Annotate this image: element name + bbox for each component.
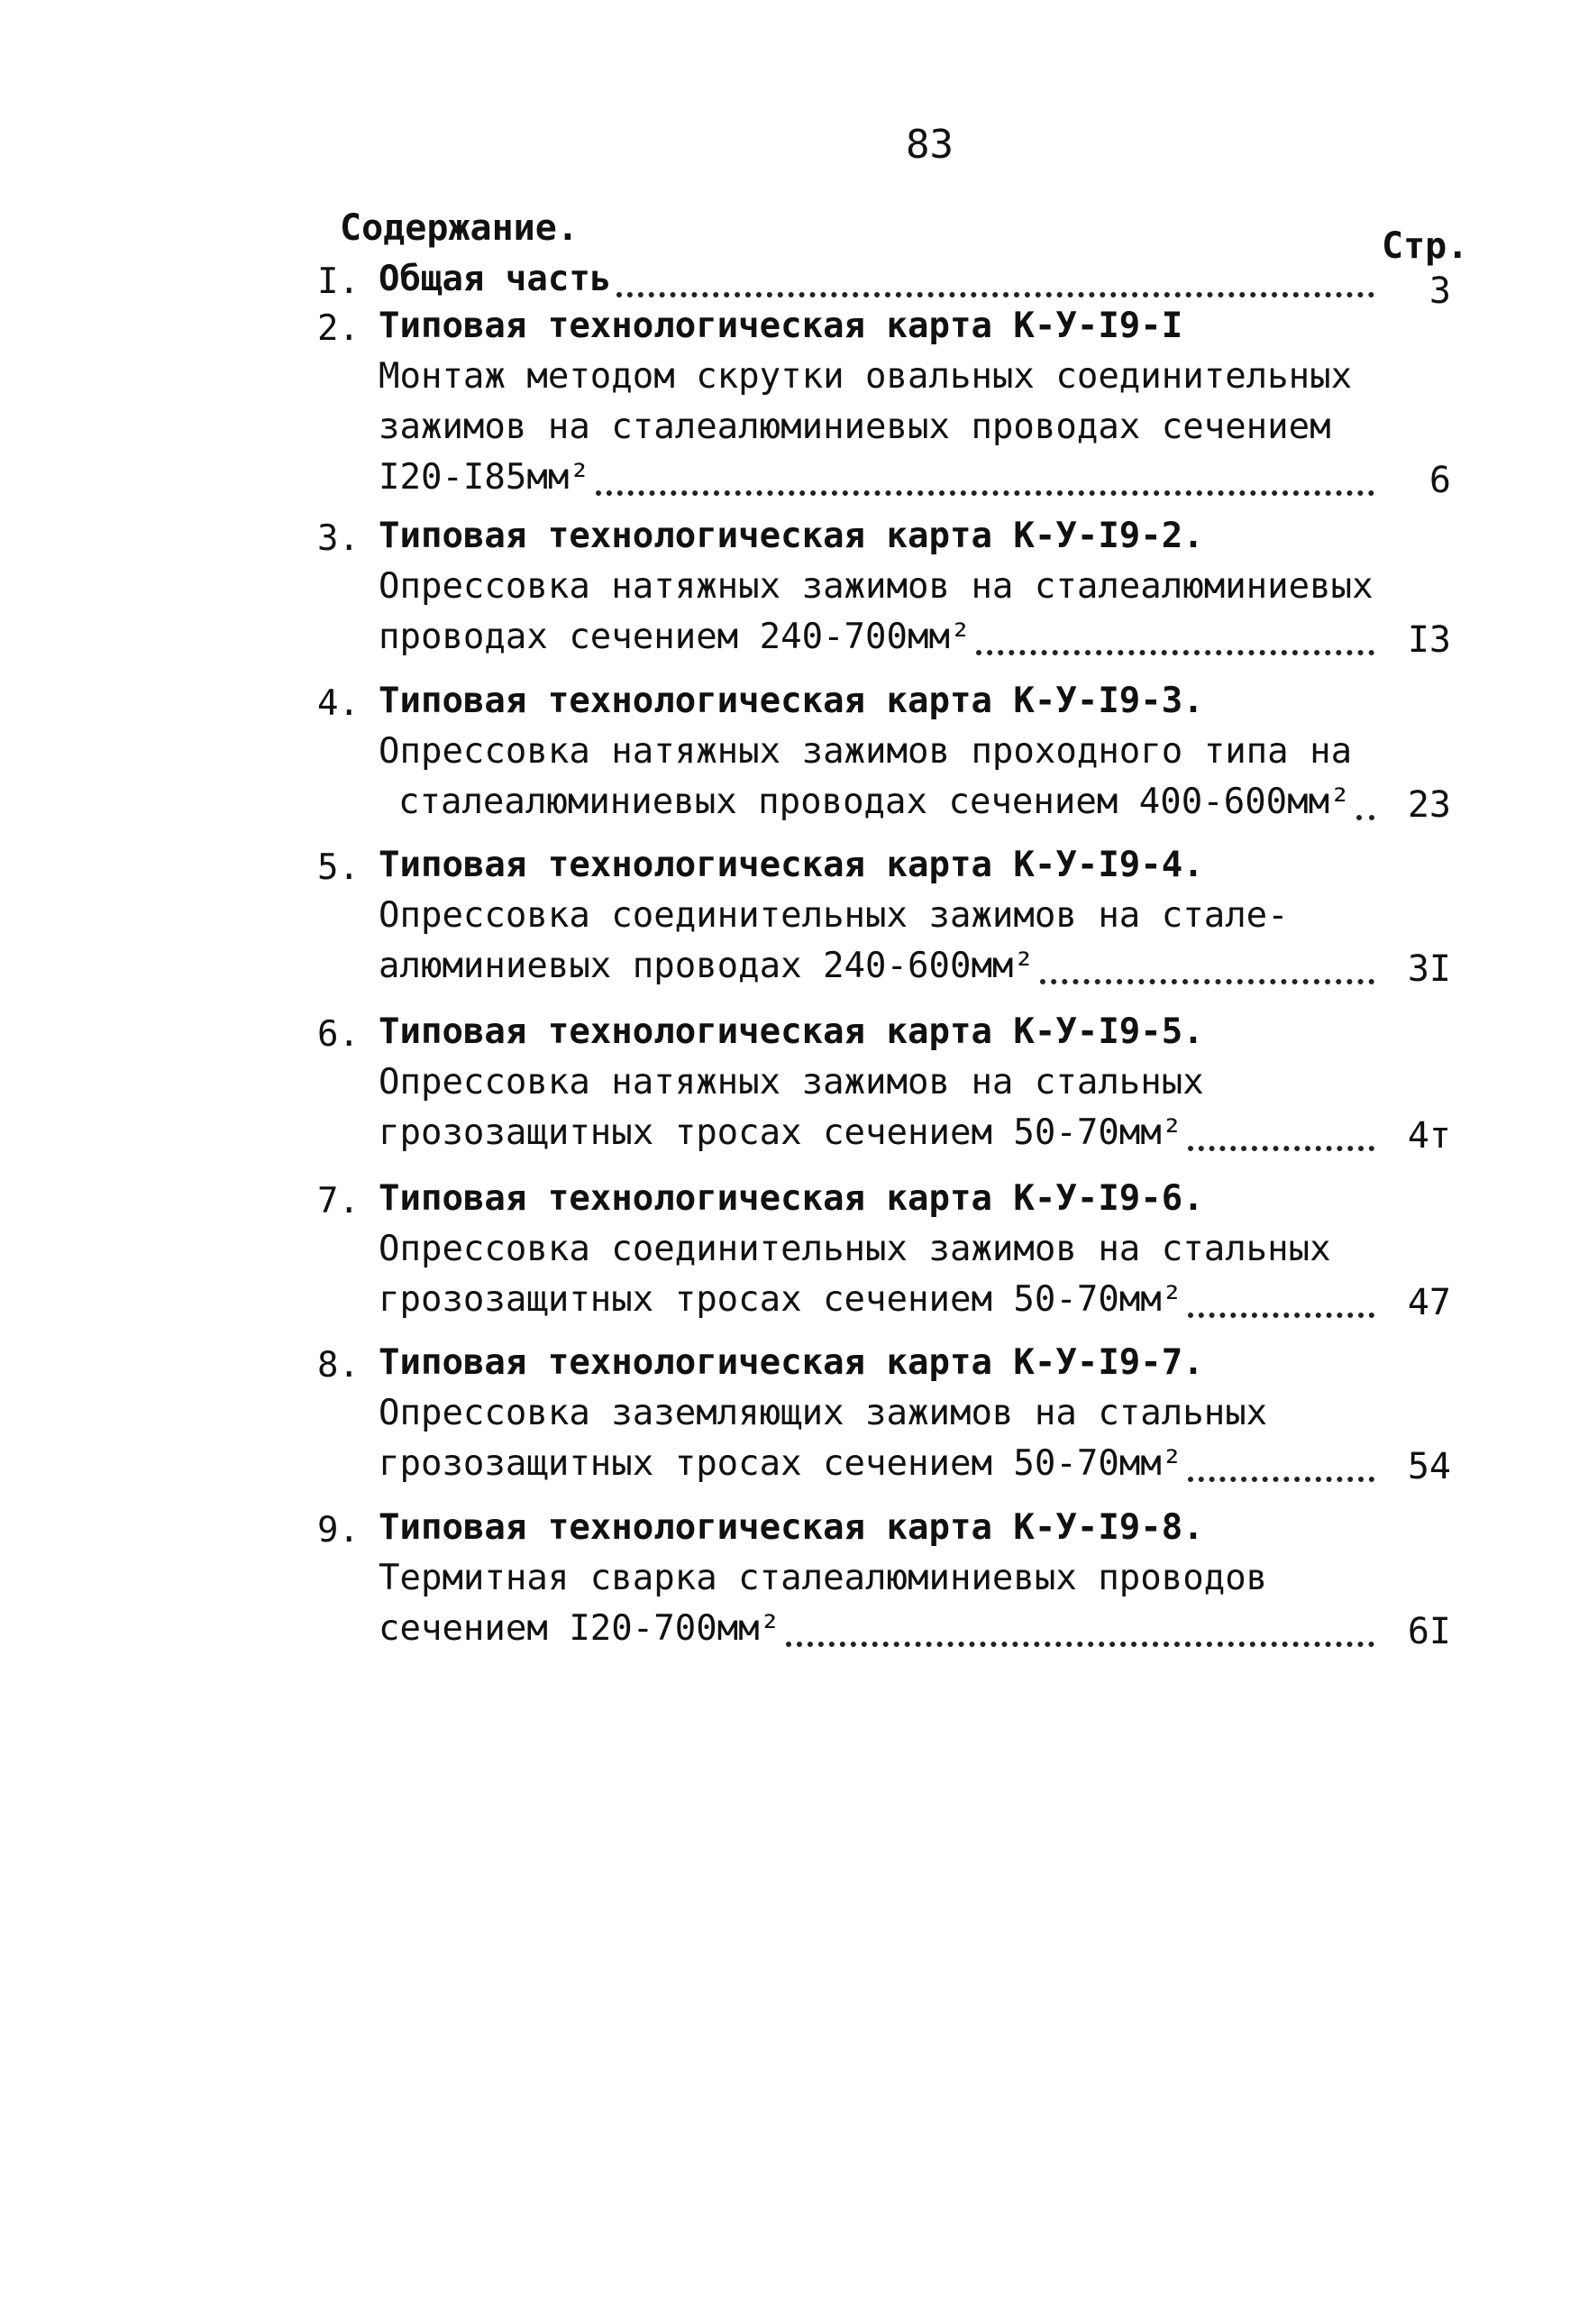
entry-line: Типовая технологическая карта К-У-I9-6.: [379, 1178, 1204, 1219]
entry-page: 4т: [1407, 1115, 1451, 1157]
toc-heading: Содержание.: [340, 207, 579, 249]
entry-page: 6: [1429, 460, 1451, 501]
entry-line: зажимов на сталеалюминиевых проводах сечением: [379, 407, 1331, 447]
entry-number: 8.: [317, 1345, 360, 1386]
entry-line: проводах сечением 240-700мм²: [379, 617, 972, 657]
entry-line: Опрессовка соединительных зажимов на стале-: [379, 895, 1289, 936]
dot-leader: [1188, 1140, 1374, 1151]
entry-line: Опрессовка натяжных зажимов на сталеалюминиевых: [379, 566, 1374, 607]
entry-page: 3: [1429, 270, 1451, 312]
entry-line: I20-I85мм²: [379, 457, 590, 498]
entry-line: Типовая технологическая карта К-У-I9-4.: [379, 845, 1204, 885]
dot-leader: [616, 287, 1374, 297]
entry-line: Опрессовка соединительных зажимов на стальных: [379, 1229, 1331, 1269]
entry-page: I3: [1407, 619, 1451, 661]
entry-line: грозозащитных тросах сечением 50-70мм²: [379, 1443, 1183, 1484]
entry-line: Опрессовка натяжных зажимов на стальных: [379, 1062, 1204, 1103]
entry-number: 9.: [317, 1510, 360, 1551]
entry-line: Опрессовка заземляющих зажимов на стальных: [379, 1393, 1268, 1433]
entry-number: 7.: [317, 1181, 360, 1221]
entry-page: 3I: [1407, 948, 1451, 990]
entry-line: Типовая технологическая карта К-У-I9-2.: [379, 516, 1204, 556]
dot-leader: [976, 645, 1374, 655]
dot-leader: [786, 1636, 1374, 1647]
entry-line: сталеалюминиевых проводах сечением 400-600мм²: [398, 782, 1351, 822]
entry-number: 4.: [317, 683, 360, 724]
entry-line: Типовая технологическая карта К-У-I9-I: [379, 306, 1183, 346]
entry-number: I.: [317, 261, 360, 302]
entry-line: грозозащитных тросах сечением 50-70мм²: [379, 1112, 1183, 1153]
entry-number: 3.: [317, 518, 360, 559]
entry-line: алюминиевых проводах 240-600мм²: [379, 946, 1035, 986]
entry-number: 6.: [317, 1014, 360, 1055]
dot-leader: [1040, 974, 1374, 984]
entry-page: 54: [1407, 1446, 1451, 1487]
entry-line: Опрессовка натяжных зажимов проходного типа на: [379, 731, 1353, 772]
entry-line: Типовая технологическая карта К-У-I9-8.: [379, 1507, 1204, 1548]
entry-line: Типовая технологическая карта К-У-I9-3.: [379, 681, 1204, 721]
entry-line: сечением I20-700мм²: [379, 1608, 781, 1649]
dot-leader: [1188, 1471, 1374, 1482]
page-column-label: Стр.: [1382, 225, 1469, 267]
entry-page: 47: [1407, 1282, 1451, 1323]
entry-line: Типовая технологическая карта К-У-I9-5.: [379, 1011, 1204, 1052]
entry-line: Монтаж методом скрутки овальных соединительных: [379, 356, 1353, 397]
entry-line: Термитная сварка сталеалюминиевых проводов: [379, 1558, 1268, 1598]
dot-leader: [596, 485, 1374, 496]
entry-number: 2.: [317, 308, 360, 349]
entry-line: Общая часть: [379, 259, 612, 299]
entry-page: 23: [1407, 784, 1451, 826]
entry-page: 6I: [1407, 1611, 1451, 1652]
page-number: 83: [906, 122, 954, 168]
entry-number: 5.: [317, 847, 360, 888]
entry-line: грозозащитных тросах сечением 50-70мм²: [379, 1279, 1183, 1320]
dot-leader: [1188, 1307, 1374, 1318]
entry-line: Типовая технологическая карта К-У-I9-7.: [379, 1342, 1204, 1383]
